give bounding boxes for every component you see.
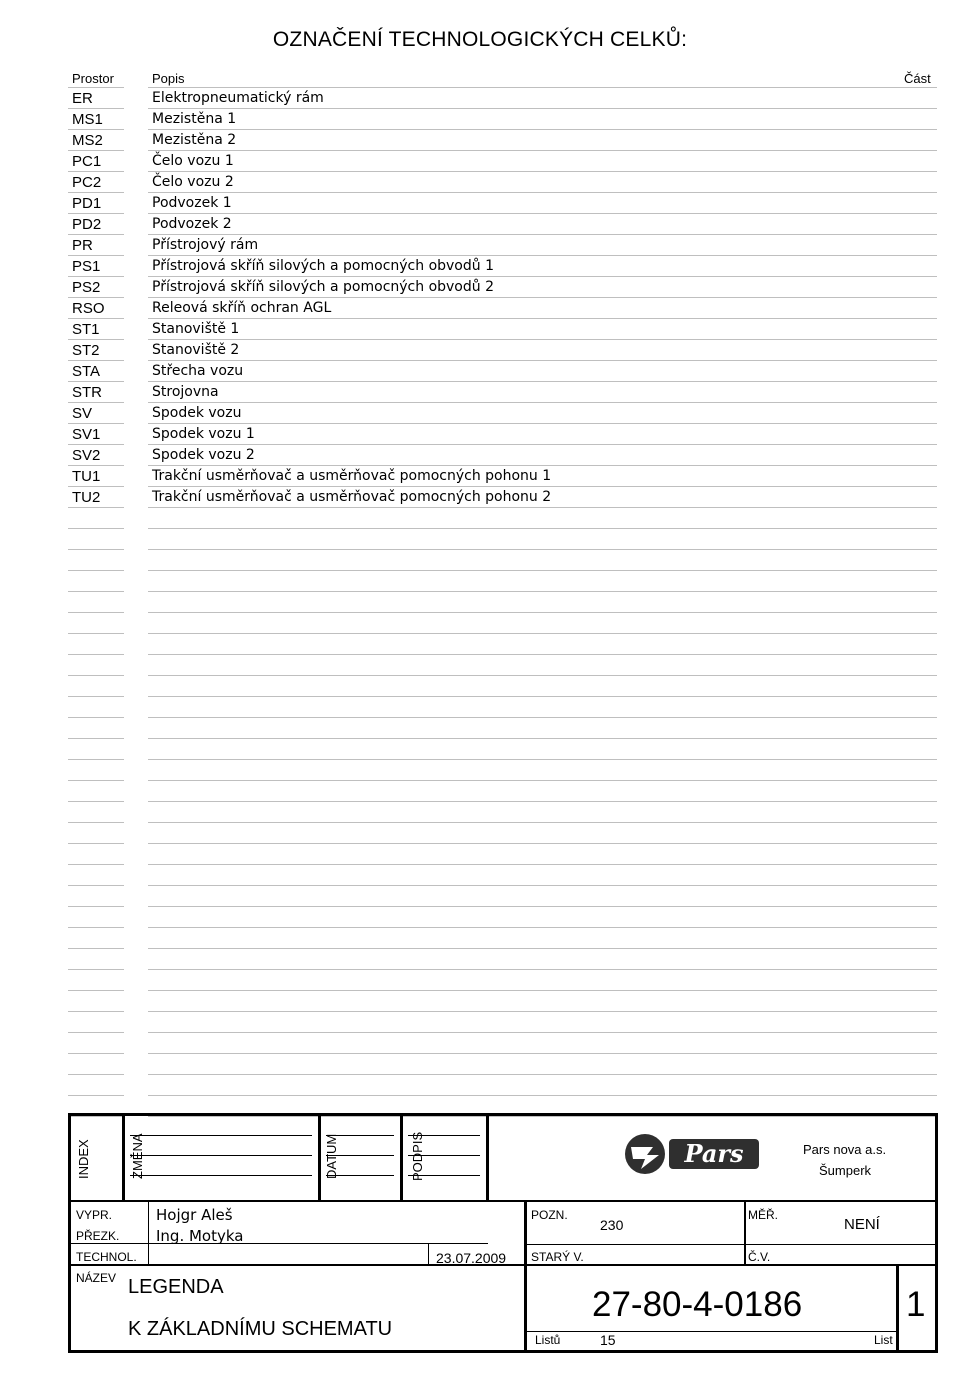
legend-code: ST2 <box>72 342 100 359</box>
legend-description: Elektropneumatický rám <box>152 90 324 106</box>
legend-row <box>0 88 960 109</box>
checker-name: Ing. Motyka <box>156 1227 244 1245</box>
legend-row <box>0 235 960 256</box>
legend-code: PS2 <box>72 279 101 296</box>
legend-row <box>0 445 960 466</box>
legend-description: Střecha vozu <box>152 363 244 379</box>
sheet-number: 1 <box>906 1285 926 1324</box>
empty-legend-row <box>0 970 960 991</box>
legend-description: Podvozek 1 <box>152 195 232 211</box>
name-label: NÁZEV <box>76 1271 117 1285</box>
technologist-label: TECHNOL. <box>76 1250 137 1264</box>
revision-index-label: INDEX <box>76 1139 91 1179</box>
legend-code: TU2 <box>72 489 101 506</box>
legend-row <box>0 340 960 361</box>
legend-header <box>0 68 960 88</box>
legend-row <box>0 277 960 298</box>
legend-description: Spodek vozu 1 <box>152 426 255 442</box>
empty-legend-row <box>0 529 960 550</box>
legend-code: TU1 <box>72 468 101 485</box>
empty-legend-row <box>0 865 960 886</box>
legend-row <box>0 151 960 172</box>
legend-row <box>0 361 960 382</box>
empty-legend-row <box>0 1033 960 1054</box>
sheet-count-label: Listů <box>535 1333 561 1347</box>
empty-legend-row <box>0 571 960 592</box>
page-title: OZNAČENÍ TECHNOLOGICKÝCH CELKŮ: <box>272 28 688 51</box>
old-version-label: STARÝ V. <box>531 1250 584 1264</box>
empty-legend-row <box>0 781 960 802</box>
empty-legend-row <box>0 949 960 970</box>
drawing-title-line1: LEGENDA <box>128 1276 224 1298</box>
company-logo <box>623 1129 763 1179</box>
legend-code: STR <box>72 384 102 401</box>
legend-code: RSO <box>72 300 105 317</box>
legend-description: Přístrojový rám <box>152 237 259 253</box>
empty-legend-row <box>0 508 960 529</box>
empty-legend-row <box>0 1012 960 1033</box>
legend-row <box>0 214 960 235</box>
legend-code: PC1 <box>72 153 102 170</box>
legend-table <box>0 88 960 1117</box>
legend-description: Trakční usměrňovač a usměrňovač pomocných pohonu 1 <box>152 468 552 484</box>
legend-description: Stanoviště 1 <box>152 321 240 337</box>
legend-code: SV1 <box>72 426 101 443</box>
company-city: Šumperk <box>819 1163 872 1178</box>
legend-code: PD1 <box>72 195 102 212</box>
legend-code: ER <box>72 90 93 107</box>
legend-row <box>0 172 960 193</box>
empty-legend-row <box>0 1054 960 1075</box>
legend-description: Stanoviště 2 <box>152 342 240 358</box>
empty-legend-row <box>0 613 960 634</box>
sheet-label: List <box>874 1333 893 1347</box>
legend-code: SV2 <box>72 447 101 464</box>
header-description: Popis <box>152 71 185 86</box>
legend-row <box>0 487 960 508</box>
legend-code: STA <box>72 363 101 380</box>
scale-value: NENÍ <box>844 1216 880 1233</box>
legend-row <box>0 298 960 319</box>
empty-legend-row <box>0 634 960 655</box>
revision-signature-label: PODPIS <box>410 1131 425 1181</box>
drafter-name: Hojgr Aleš <box>156 1206 233 1224</box>
empty-legend-row <box>0 802 960 823</box>
legend-row <box>0 382 960 403</box>
legend-description: Spodek vozu 2 <box>152 447 255 463</box>
legend-description: Mezistěna 2 <box>152 132 237 148</box>
legend-row <box>0 403 960 424</box>
legend-code: PC2 <box>72 174 102 191</box>
legend-code: PS1 <box>72 258 101 275</box>
empty-legend-row <box>0 655 960 676</box>
revision-change-label: ZMĚNA <box>130 1133 145 1179</box>
empty-legend-row <box>0 676 960 697</box>
version-number-label: Č.V. <box>748 1250 771 1264</box>
legend-row <box>0 109 960 130</box>
empty-legend-row <box>0 907 960 928</box>
note-label: POZN. <box>531 1208 568 1222</box>
legend-description: Trakční usměrňovač a usměrňovač pomocných pohonu 2 <box>152 489 552 505</box>
legend-description: Spodek vozu <box>152 405 242 421</box>
legend-description: Přístrojová skříň silových a pomocných obvodů 2 <box>152 279 494 295</box>
legend-description: Podvozek 2 <box>152 216 232 232</box>
legend-code: PD2 <box>72 216 102 233</box>
legend-code: ST1 <box>72 321 100 338</box>
legend-description: Čelo vozu 1 <box>152 153 234 169</box>
logo-text: Pars <box>684 1139 744 1168</box>
empty-legend-row <box>0 697 960 718</box>
header-code: Prostor <box>72 71 114 86</box>
legend-code: MS1 <box>72 111 103 128</box>
checker-label: PŘEZK. <box>76 1229 120 1243</box>
drafter-label: VYPR. <box>76 1208 113 1222</box>
legend-description: Čelo vozu 2 <box>152 174 234 190</box>
empty-legend-row <box>0 739 960 760</box>
empty-legend-row <box>0 592 960 613</box>
date-value: 23.07.2009 <box>436 1250 507 1266</box>
legend-code: SV <box>72 405 93 422</box>
legend-description: Strojovna <box>152 384 219 400</box>
legend-row <box>0 256 960 277</box>
empty-legend-row <box>0 1075 960 1096</box>
legend-description: Mezistěna 1 <box>152 111 237 127</box>
sheet-count-value: 15 <box>600 1332 616 1348</box>
header-part: Část <box>904 71 931 86</box>
legend-code: MS2 <box>72 132 103 149</box>
empty-legend-row <box>0 886 960 907</box>
title-block <box>68 1113 938 1353</box>
legend-description: Přístrojová skříň silových a pomocných obvodů 1 <box>152 258 494 274</box>
empty-legend-row <box>0 760 960 781</box>
company-name: Pars nova a.s. <box>803 1142 887 1157</box>
empty-legend-row <box>0 844 960 865</box>
empty-legend-row <box>0 991 960 1012</box>
legend-description: Releová skříň ochran AGL <box>152 300 332 316</box>
empty-legend-row <box>0 928 960 949</box>
empty-legend-row <box>0 718 960 739</box>
legend-row <box>0 466 960 487</box>
legend-row <box>0 319 960 340</box>
revision-date-label: DATUM <box>324 1133 339 1179</box>
drawing-number: 27-80-4-0186 <box>592 1285 803 1324</box>
legend-row <box>0 424 960 445</box>
empty-legend-row <box>0 823 960 844</box>
legend-code: PR <box>72 237 93 254</box>
scale-label: MĚŘ. <box>748 1208 778 1222</box>
empty-legend-row <box>0 550 960 571</box>
legend-row <box>0 130 960 151</box>
note-value: 230 <box>600 1217 624 1233</box>
legend-row <box>0 193 960 214</box>
drawing-title-line2: K ZÁKLADNÍMU SCHEMATU <box>128 1318 393 1340</box>
